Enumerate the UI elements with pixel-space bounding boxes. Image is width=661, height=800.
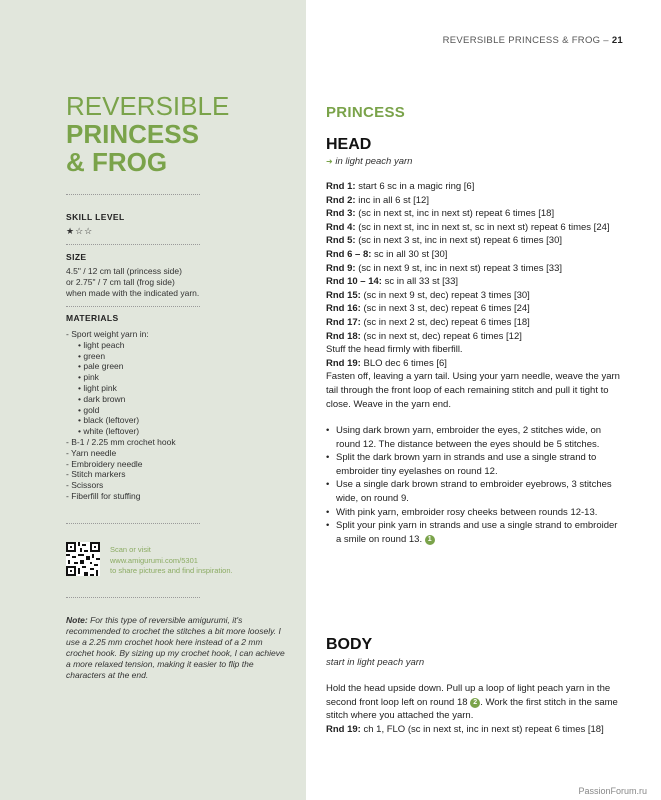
materials-item: - Sport weight yarn in: xyxy=(66,329,149,339)
divider xyxy=(66,194,200,195)
divider xyxy=(66,597,200,598)
round-list xyxy=(326,180,622,343)
body-subtitle: start in light peach yarn xyxy=(326,657,425,668)
running-title: REVERSIBLE PRINCESS & FROG xyxy=(442,35,601,46)
note-paragraph: Note: For this type of reversible amigurumi, it's recommended to crochet the stitches a bit more loosely. I use a 2.25 mm crochet hook here instead of a 2 mm crochet hook. By sizing up my crochet hook, I can achieve a more relaxed tension, making it easier to flip the characters at the end. xyxy=(66,615,285,680)
arrow-icon: ➜ xyxy=(326,157,333,166)
body-instructions xyxy=(326,682,622,736)
body-paragraph: Hold the head upside down. Pull up a loop of light peach yarn in the second front loop left on round 18 2 . Work the first stitch in the same stitch where you attached the yarn. xyxy=(326,683,618,722)
page-number: 21 xyxy=(611,35,623,46)
materials-item: • dark brown xyxy=(78,393,126,404)
materials-item: • black (leftover) xyxy=(78,415,140,426)
materials-item: • white (leftover) xyxy=(78,426,140,437)
size-text: 4.5" / 12 cm tall (princess side) or 2.75" / 7 cm tall (frog side) when made with the indicated yarn. xyxy=(66,266,200,298)
step-badge: 2 xyxy=(470,698,480,708)
section-title: PRINCESS xyxy=(326,104,406,121)
round-line: Rnd 6 – 8: sc in all 30 st [30] xyxy=(326,248,448,260)
divider xyxy=(66,523,200,524)
materials-item: - Scissors xyxy=(66,480,104,491)
qr-code-icon[interactable] xyxy=(66,542,100,576)
fasten-paragraph: Fasten off, leaving a yarn tail. Using your yarn needle, weave the yarn tail through the front loop of each remaining stitch and pull it tight to close. Weave in the yarn end. xyxy=(326,371,620,410)
materials-item: - B-1 / 2.25 mm crochet hook xyxy=(66,436,176,447)
round-line: Rnd 10 – 14: sc in all 33 st [33] xyxy=(326,276,459,288)
round-line: Rnd 5: (sc in next 3 st, inc in next st) repeat 6 times [30] xyxy=(326,235,563,247)
head-instructions xyxy=(326,180,622,546)
round-line: Rnd 15: (sc in next 9 st, dec) repeat 3 times [30] xyxy=(326,289,530,301)
materials-item: - Stitch markers xyxy=(66,469,126,480)
embroidery-step: • Use a single dark brown strand to embroider eyebrows, 3 stitches wide, on round 9. xyxy=(326,478,622,505)
stuff-line: Stuff the head firmly with fiberfill. xyxy=(326,344,463,356)
round-line: Rnd 9: (sc in next 9 st, inc in next st) repeat 3 times [33] xyxy=(326,262,563,274)
materials-heading: MATERIALS xyxy=(66,313,119,323)
materials-item: - Embroidery needle xyxy=(66,458,143,469)
materials-item: - Yarn needle xyxy=(66,447,117,458)
embroidery-step: • Split your pink yarn in strands and use a single strand to embroider a smile on round 13. 1 xyxy=(326,519,622,546)
round-line: Rnd 2: inc in all 6 st [12] xyxy=(326,194,429,206)
step-badge: 1 xyxy=(425,535,435,545)
round-line: Rnd 18: (sc in next st, dec) repeat 6 times [12] xyxy=(326,330,522,342)
embroidery-list xyxy=(326,424,622,546)
round-line: Rnd 19: ch 1, FLO (sc in next st, inc in next st) repeat 6 times [18] xyxy=(326,723,604,735)
round-line: Rnd 1: start 6 sc in a magic ring [6] xyxy=(326,181,475,192)
watermark: PassionForum.ru xyxy=(578,786,647,796)
body-heading: BODY xyxy=(326,636,373,653)
embroidery-step: • Split the dark brown yarn in strands and use a single strand to embroider tiny eyelashes on round 12. xyxy=(326,451,622,478)
divider xyxy=(66,244,200,245)
website-link[interactable]: www.amigurumi.com/5301 xyxy=(110,555,198,565)
round-line: Rnd 3: (sc in next st, inc in next st) repeat 6 times [18] xyxy=(326,208,555,220)
materials-item: • green xyxy=(78,350,106,361)
running-header: REVERSIBLE PRINCESS & FROG – 21 xyxy=(442,35,623,46)
pattern-title: REVERSIBLE PRINCESS & FROG xyxy=(66,91,230,177)
skill-stars: ★☆☆ xyxy=(66,226,94,236)
materials-item: • pink xyxy=(78,372,99,383)
head-subtitle: ➜ in light peach yarn xyxy=(326,156,413,167)
materials-item: - Fiberfill for stuffing xyxy=(66,490,141,501)
materials-list xyxy=(66,329,176,502)
round-line: Rnd 17: (sc in next 2 st, dec) repeat 6 times [18] xyxy=(326,316,530,328)
materials-item: • gold xyxy=(78,404,100,415)
head-heading: HEAD xyxy=(326,136,372,153)
round-line: Rnd 4: (sc in next st, inc in next st, sc in next st) repeat 6 times [24] xyxy=(326,221,610,233)
size-heading: SIZE xyxy=(66,252,87,262)
embroidery-step: • With pink yarn, embroider rosy cheeks between rounds 12-13. xyxy=(326,506,622,520)
qr-caption: Scan or visit www.amigurumi.com/5301 to share pictures and find inspiration. xyxy=(110,545,233,575)
materials-item: • light pink xyxy=(78,382,117,393)
round-line: Rnd 16: (sc in next 3 st, dec) repeat 6 times [24] xyxy=(326,303,530,315)
skill-level-heading: SKILL LEVEL xyxy=(66,212,125,222)
embroidery-step: • Using dark brown yarn, embroider the eyes, 2 stitches wide, on round 12. The distance between the eyes should be 5 stitches. xyxy=(326,424,622,451)
divider xyxy=(66,306,200,307)
materials-item: • light peach xyxy=(78,339,125,350)
materials-item: • pale green xyxy=(78,361,124,372)
round-line: Rnd 19: BLO dec 6 times [6] xyxy=(326,357,447,369)
